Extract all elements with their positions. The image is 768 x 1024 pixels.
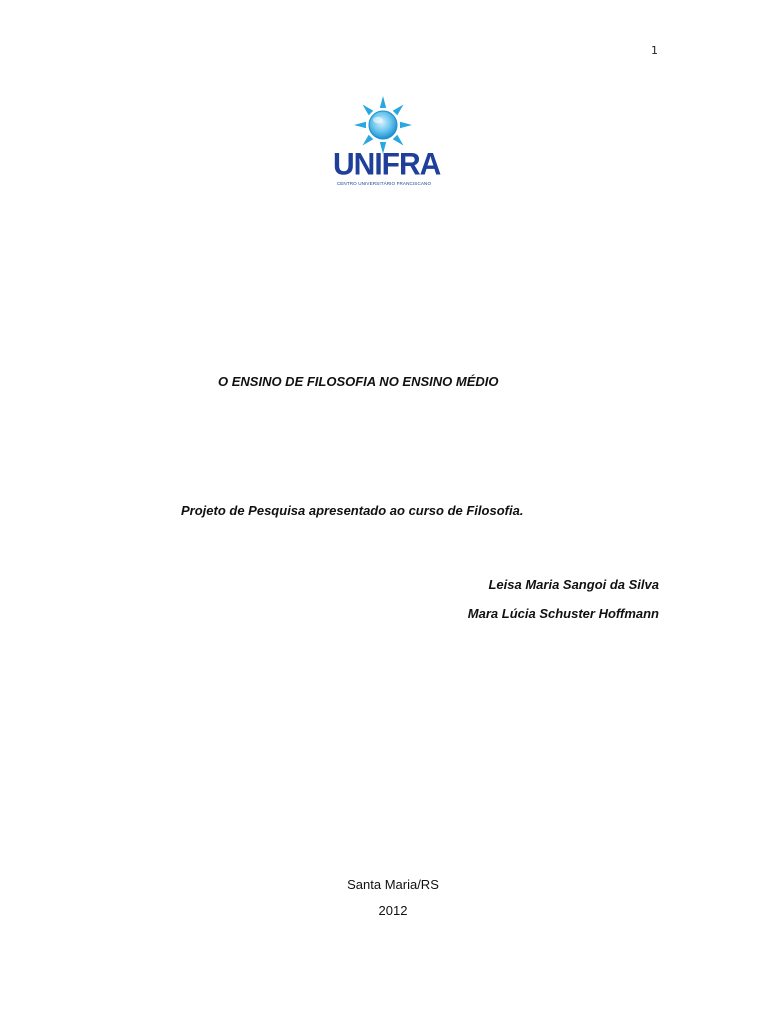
author-name: Leisa Maria Sangoi da Silva	[488, 577, 659, 592]
sun-ray	[400, 122, 412, 128]
document-title: O ENSINO DE FILOSOFIA NO ENSINO MÉDIO	[218, 374, 499, 389]
sun-ray	[362, 135, 373, 146]
author-name: Mara Lúcia Schuster Hoffmann	[467, 606, 659, 621]
sun-ray	[362, 104, 373, 115]
sun-ray	[393, 104, 404, 115]
place: Santa Maria/RS	[347, 877, 439, 892]
sun-ray	[380, 96, 386, 108]
page-number: 1	[651, 44, 658, 57]
sun-ray	[393, 135, 404, 146]
document-subtitle: Projeto de Pesquisa apresentado ao curso de Filosofia.	[181, 503, 524, 518]
sun-ray	[354, 122, 366, 128]
logo-tagline: CENTRO UNIVERSITÁRIO FRANCISCANO	[336, 181, 432, 186]
year: 2012	[378, 903, 408, 918]
logo-wordmark: UNIFRA	[333, 147, 441, 182]
